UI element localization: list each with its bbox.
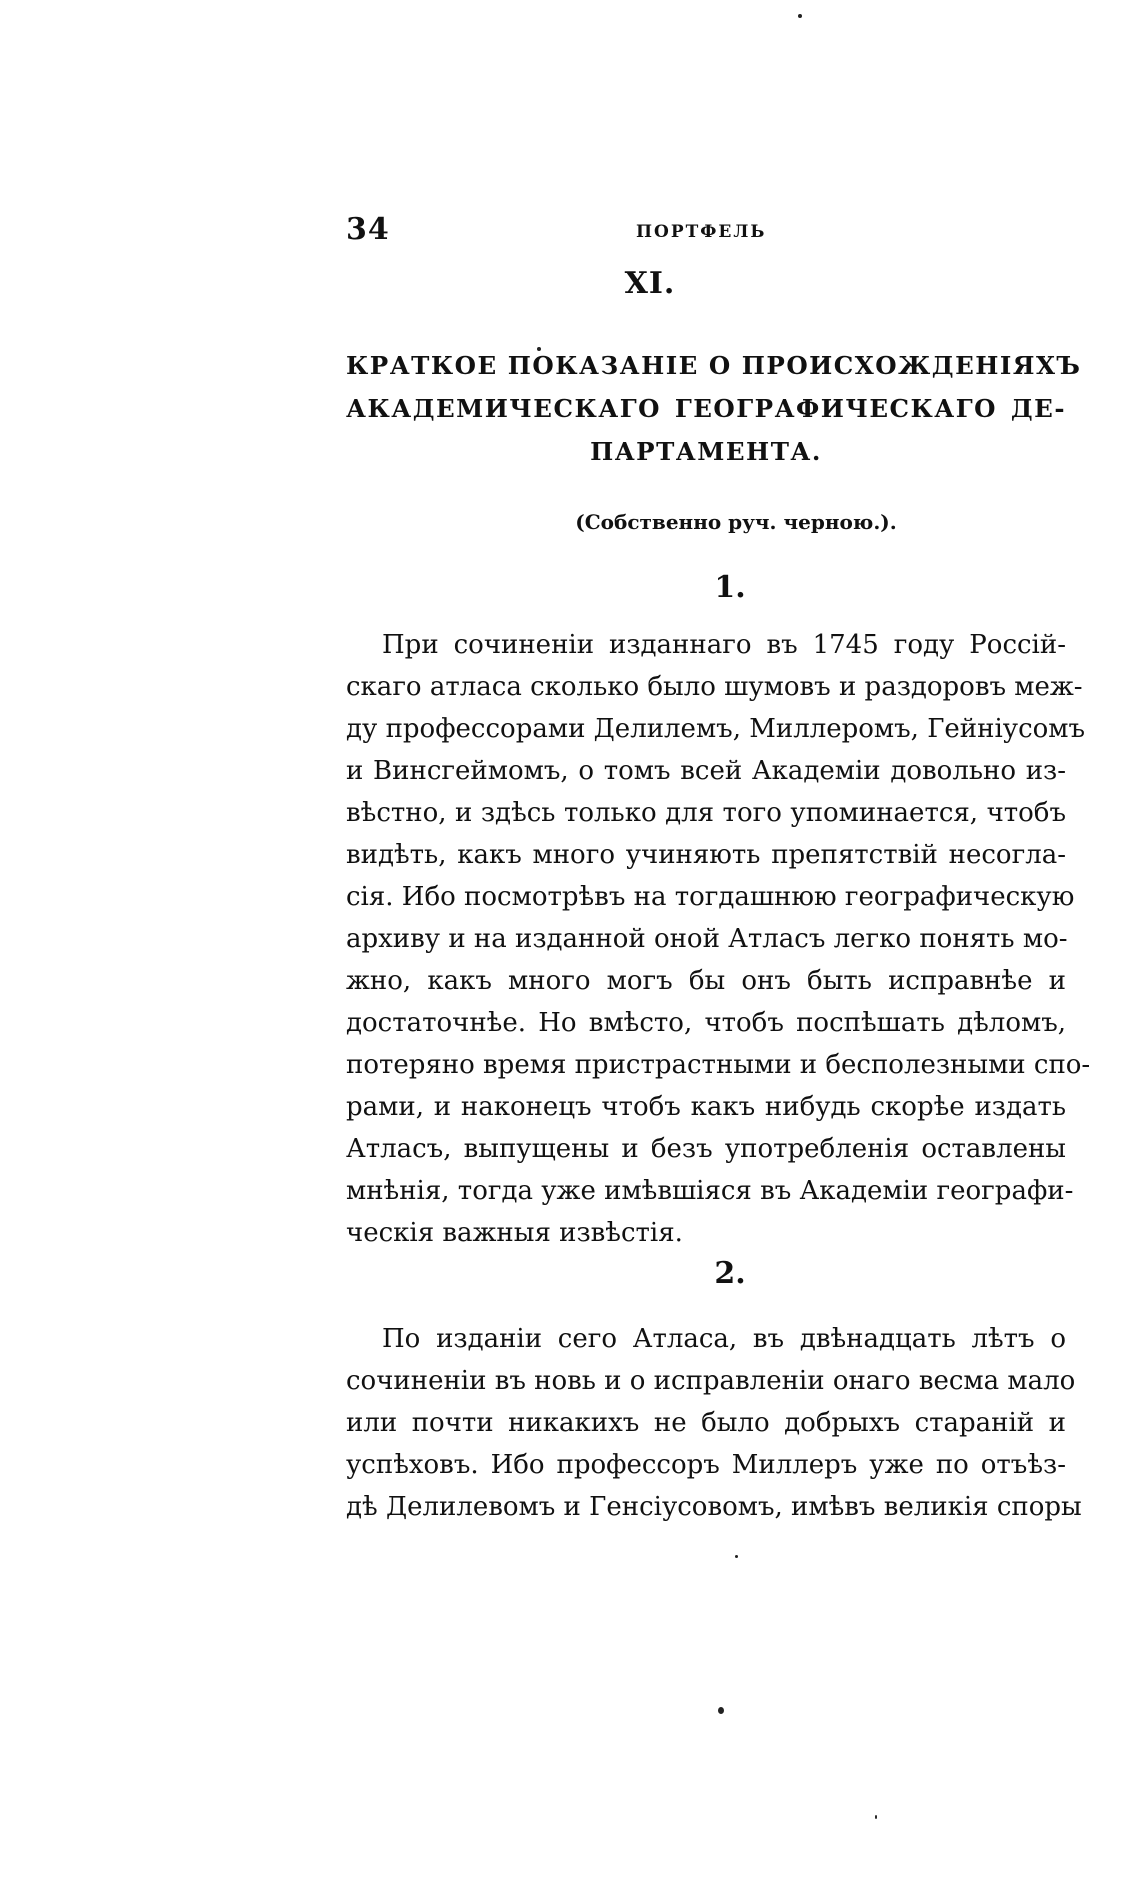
- text-line: вѣстно, и здѣсь только для того упоминается, чтобъ: [346, 798, 1066, 828]
- text-line: архиву и на изданной оной Атласъ легко понять мо-: [346, 924, 1068, 954]
- paper-speck: [718, 1707, 724, 1714]
- text-line: сія. Ибо посмотрѣвъ на тогдашнюю географическую: [346, 882, 1075, 912]
- text-line: рами, и наконецъ чтобъ какъ нибудь скорѣе издать: [346, 1092, 1066, 1122]
- text-line: видѣть, какъ много учиняють препятствій несогла-: [346, 840, 1066, 870]
- paragraph: [346, 624, 1091, 1254]
- text-line: или почти никакихъ не было добрыхъ стараній и: [346, 1408, 1066, 1438]
- text-line: сочиненіи въ новь и о исправленіи онаго весма мало: [346, 1366, 1076, 1396]
- text-line: дѣ Делилевомъ и Генсіусовомъ, имѣвъ великія споры: [346, 1492, 1082, 1522]
- paragraph-number: 2.: [714, 1256, 746, 1291]
- title-line: КРАТКОЕ ПОКАЗАНІЕ О ПРОИСХОЖДЕНІЯХЪ: [346, 351, 1082, 380]
- running-head: ПОРТФЕЛЬ: [636, 222, 767, 242]
- text-line: достаточнѣе. Но вмѣсто, чтобъ поспѣшать дѣломъ,: [346, 1008, 1066, 1038]
- section-number: XI.: [624, 266, 676, 301]
- text-line: При сочиненіи изданнаго въ 1745 году Россій-: [382, 630, 1066, 660]
- paper-speck: [735, 1555, 738, 1558]
- article-title: [346, 344, 1082, 473]
- paper-speck: [798, 14, 802, 18]
- paragraph-number: 1.: [714, 570, 746, 605]
- text-line: Атласъ, выпущены и безъ употребленія оставлены: [346, 1134, 1066, 1164]
- page-number: 34: [346, 212, 390, 247]
- text-line: ду профессорами Делилемъ, Миллеромъ, Гейніусомъ: [346, 714, 1086, 744]
- page-header: [346, 212, 1066, 252]
- title-line: АКАДЕМИЧЕСКАГО ГЕОГРАФИЧЕСКАГО ДЕ-: [346, 394, 1066, 423]
- text-line: успѣховъ. Ибо профессоръ Миллеръ уже по отъѣз-: [346, 1450, 1066, 1480]
- paragraph: [346, 1318, 1082, 1528]
- text-line: По изданіи сего Атласа, въ двѣнадцать лѣтъ о: [382, 1324, 1066, 1354]
- paper-speck: [875, 1815, 877, 1819]
- text-line: потеряно время пристрастными и бесполезными спо-: [346, 1050, 1091, 1080]
- title-line: ПАРТАМЕНТА.: [590, 437, 822, 466]
- text-line: мнѣнія, тогда уже имѣвшіяся въ Академіи географи-: [346, 1176, 1074, 1206]
- text-line: ческія важныя извѣстія.: [346, 1218, 683, 1248]
- text-line: скаго атласа сколько было шумовъ и раздоровъ меж-: [346, 672, 1083, 702]
- text-line: жно, какъ много могъ бы онъ быть исправнѣе и: [346, 966, 1066, 996]
- source-note: (Собственно руч. черною.).: [575, 510, 897, 534]
- text-line: и Винсгеймомъ, о томъ всей Академіи довольно из-: [346, 756, 1066, 786]
